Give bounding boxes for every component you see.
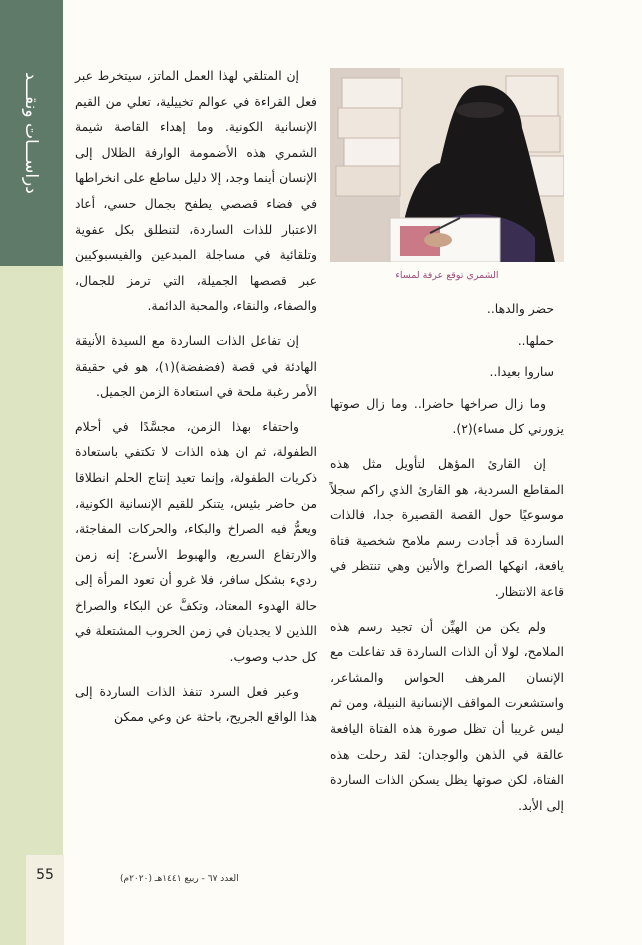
author-photo	[330, 68, 564, 262]
paragraph: وعبر فعل السرد تنفذ الذات الساردة إلى هذا الواقع الجريح، باحثة عن وعي ممكن	[75, 683, 317, 725]
section-title: دراســـات ونقـــد	[21, 72, 41, 194]
paragraph: إن القارئ المؤهل لتأويل مثل هذه المقاطع السردية، هو القارئ الذي راكم سجلاً موسوعيًا حول القصة القصيرة جدا، فالذات الساردة قد أجادت رسم ملامح شخصية فتاة يافعة، انهكها الصراخ والأنين وهي تنتظر في قاعة الانتظار.	[330, 455, 564, 599]
issue-footer: العدد ٦٧ - ربيع ١٤٤١هـ (٢٠٢٠م)	[120, 874, 239, 884]
verse-line: ساروا بعيدا..	[489, 364, 554, 380]
woman-signing-books-photo-icon	[330, 68, 564, 262]
page-number-box	[26, 855, 64, 945]
section-tab	[0, 0, 63, 266]
side-strip	[0, 266, 63, 945]
verse-line: حملها..	[517, 332, 554, 348]
paragraph: واحتفاء بهذا الزمن، مجسَّدًا في أحلام الطفولة، ثم ان هذه الذات لا تكتفي باستعادة ذكريات الطفولة، وإنما تعيد إنتاج الحلم انطلاقا من حاضر بئيس، يتنكر للقيم الإنسانية الكونية، ويعمُّ فيه الصراخ والبكاء، والحركات المفاجئة، والارتفاع السريع، والهبوط الأسرع: إنه زمن رديء بشكل سافر، فلا غرو أن تعود المرأة إلى حالة الهدوء المعتاد، وتكفَّ عن البكاء والصراخ اللذين لا يجديان في زمن الحروب المشتعلة في كل حدب وصوب.	[75, 418, 317, 665]
paragraph: إن تفاعل الذات الساردة مع السيدة الأنيقة الهادئة في قصة (فضفضة)(١)، هو في حقيقة الأمر رغبة ملحة في استعادة الزمن الجميل.	[75, 332, 317, 400]
paragraph: إن المتلقي لهذا العمل الماتز، سيتخرط عبر فعل القراءة في عوالم تخييلية، تعلي من القيم الإنسانية الكونية. وما إهداء القاصة شيمة الشمري هذه الأضمومة الوارفة الظلال إلى الإنسان أينما وجد، إلا دليل ساطع على انخراطها في فضاء قصصي يطفح بجمال حسي، أعاد الاعتبار للذات الساردة، لتنطلق بكل عفوية وتلقائية في مساجلة المبدعين والفيسبوكيين عبر قصصها الجميلة، التي ترمز للجمال، والصفاء، والنقاء، والمحبة الدائمة.	[75, 68, 317, 314]
verse-line: حضر والدها..	[486, 301, 554, 316]
page-number: 55	[36, 867, 54, 883]
paragraph: وما زال صراخها حاضرا.. وما زال صوتها يزورني كل مساء)(٢).	[330, 395, 564, 437]
paragraph: ولم يكن من الهيِّن أن تجيد رسم هذه الملامح، لولا أن الذات الساردة قد تفاعلت مع الإنسان المرهف الحواس والمشاعر، واستشعرت المواقف الإنسانية النبيلة، ومن ثم ليس غريبا أن تظل صورة هذه الفتاة اليافعة عالقة في الذهن والوجدان: لقد رحلت هذه الفتاة، لكن صوتها يظل يسكن الذات الساردة إلى الأبد.	[330, 618, 564, 813]
left-column	[75, 63, 317, 739]
right-column	[330, 296, 564, 827]
photo-caption: الشمري توقع عرفة لمساء	[395, 270, 499, 281]
